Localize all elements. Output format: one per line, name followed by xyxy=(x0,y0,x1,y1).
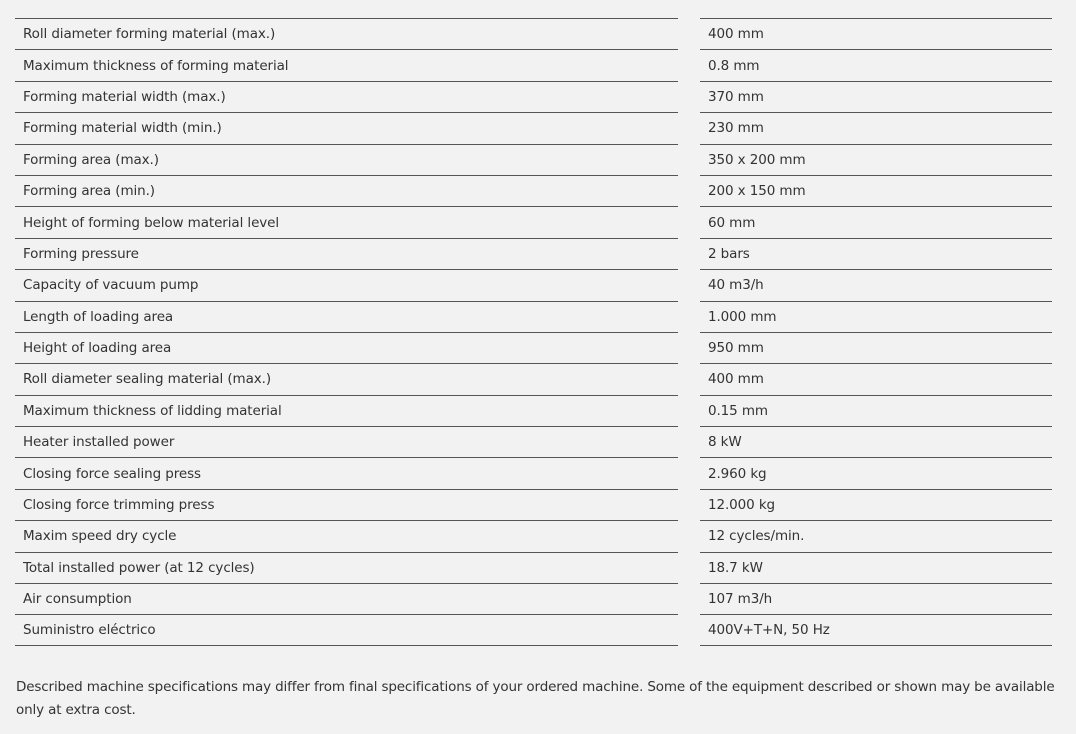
spec-row xyxy=(15,426,1052,457)
spec-value: 1.000 mm xyxy=(700,301,1052,332)
spec-row xyxy=(15,18,1052,49)
spec-value: 8 kW xyxy=(700,426,1052,457)
spec-value: 12.000 kg xyxy=(700,489,1052,520)
spec-row xyxy=(15,81,1052,112)
spec-label: Forming material width (max.) xyxy=(15,81,678,112)
spec-label: Length of loading area xyxy=(15,301,678,332)
spec-row xyxy=(15,583,1052,614)
spec-row xyxy=(15,49,1052,80)
spec-value: 230 mm xyxy=(700,112,1052,143)
spec-label: Air consumption xyxy=(15,583,678,614)
spec-value: 0.15 mm xyxy=(700,395,1052,426)
spec-label: Roll diameter sealing material (max.) xyxy=(15,363,678,394)
spec-row xyxy=(15,269,1052,300)
disclaimer-text: Described machine specifications may differ from final specifications of your ordered machine. Some of the equipment described or shown may be available only at extra cost. xyxy=(16,679,1055,718)
spec-row xyxy=(15,175,1052,206)
spec-label: Forming area (min.) xyxy=(15,175,678,206)
spec-label: Closing force sealing press xyxy=(15,457,678,488)
spec-value: 0.8 mm xyxy=(700,49,1052,80)
spec-row xyxy=(15,552,1052,583)
spec-row xyxy=(15,489,1052,520)
spec-row xyxy=(15,520,1052,551)
spec-value: 12 cycles/min. xyxy=(700,520,1052,551)
spec-row xyxy=(15,332,1052,363)
spec-value: 107 m3/h xyxy=(700,583,1052,614)
spec-row xyxy=(15,112,1052,143)
spec-value: 350 x 200 mm xyxy=(700,144,1052,175)
spec-label: Forming pressure xyxy=(15,238,678,269)
spec-label: Heater installed power xyxy=(15,426,678,457)
spec-label: Capacity of vacuum pump xyxy=(15,269,678,300)
spec-row xyxy=(15,395,1052,426)
spec-label: Height of forming below material level xyxy=(15,206,678,237)
spec-value: 400 mm xyxy=(700,363,1052,394)
spec-label: Roll diameter forming material (max.) xyxy=(15,18,678,49)
spec-label: Closing force trimming press xyxy=(15,489,678,520)
spec-value: 2.960 kg xyxy=(700,457,1052,488)
spec-value: 400V+T+N, 50 Hz xyxy=(700,614,1052,645)
spec-value: 60 mm xyxy=(700,206,1052,237)
spec-row xyxy=(15,363,1052,394)
specifications-table xyxy=(15,18,1052,646)
spec-value: 2 bars xyxy=(700,238,1052,269)
spec-label: Maxim speed dry cycle xyxy=(15,520,678,551)
spec-label: Total installed power (at 12 cycles) xyxy=(15,552,678,583)
spec-label: Height of loading area xyxy=(15,332,678,363)
spec-value: 40 m3/h xyxy=(700,269,1052,300)
spec-row xyxy=(15,238,1052,269)
spec-value: 400 mm xyxy=(700,18,1052,49)
spec-value: 950 mm xyxy=(700,332,1052,363)
spec-value: 200 x 150 mm xyxy=(700,175,1052,206)
spec-row xyxy=(15,144,1052,175)
spec-label: Forming area (max.) xyxy=(15,144,678,175)
spec-label: Maximum thickness of lidding material xyxy=(15,395,678,426)
spec-label: Forming material width (min.) xyxy=(15,112,678,143)
spec-label: Suministro eléctrico xyxy=(15,614,678,645)
spec-row xyxy=(15,457,1052,488)
spec-row xyxy=(15,614,1052,645)
spec-label: Maximum thickness of forming material xyxy=(15,49,678,80)
spec-row xyxy=(15,206,1052,237)
spec-value: 18.7 kW xyxy=(700,552,1052,583)
spec-value: 370 mm xyxy=(700,81,1052,112)
spec-row xyxy=(15,301,1052,332)
